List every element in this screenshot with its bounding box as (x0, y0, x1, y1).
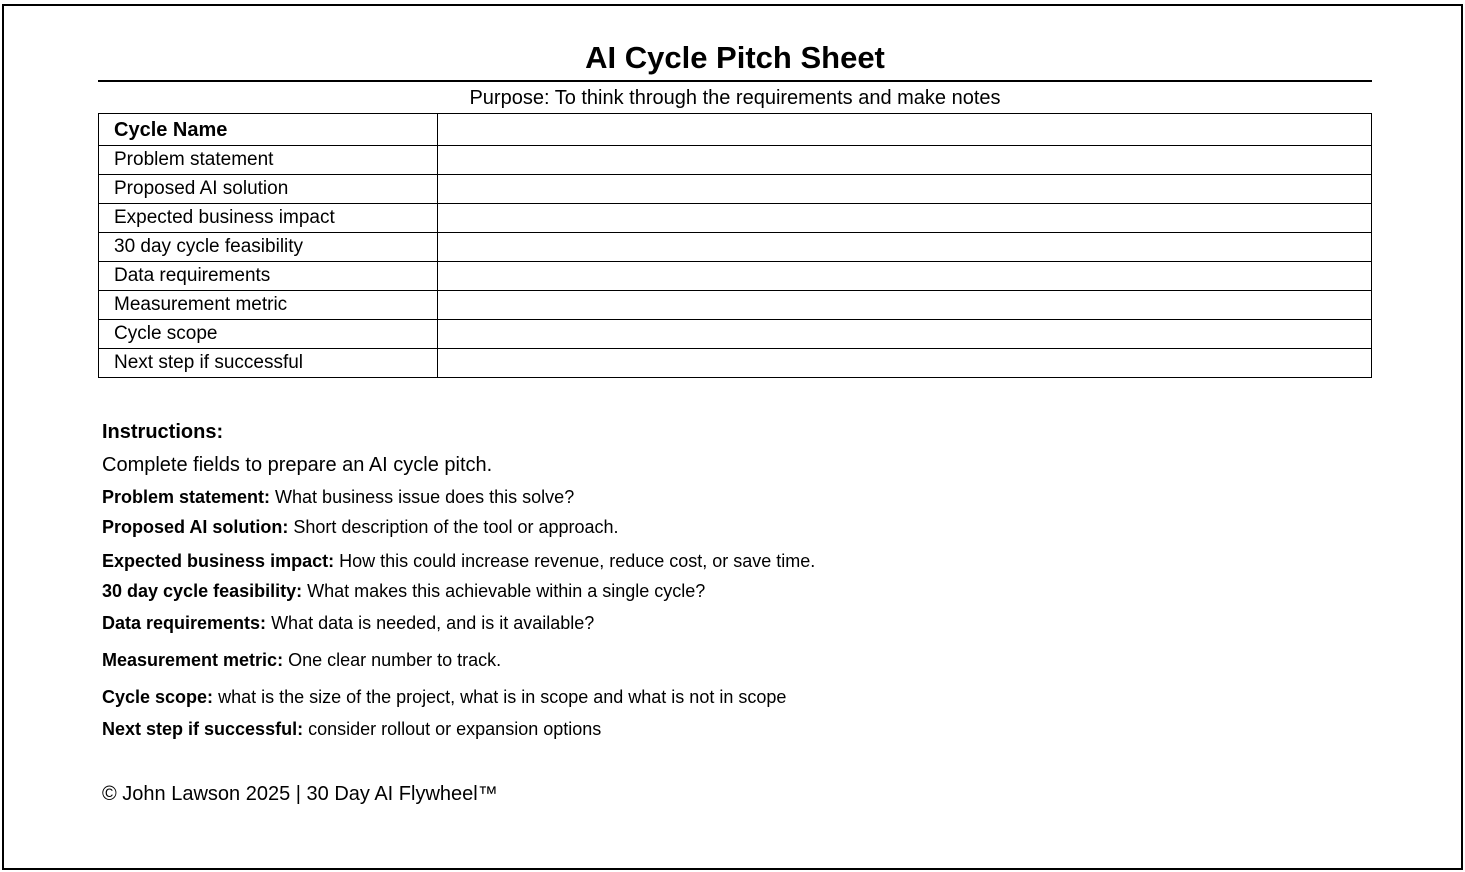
row-label: Proposed AI solution (99, 175, 438, 204)
instructions-heading: Instructions: (102, 421, 224, 443)
table-row (99, 320, 1372, 349)
instruction-key: Data requirements: (102, 613, 267, 633)
pitch-table (98, 113, 1372, 378)
table-row (99, 146, 1372, 175)
row-label: Problem statement (99, 146, 438, 175)
cycle-scope-field[interactable] (438, 320, 1372, 349)
row-label: Expected business impact (99, 204, 438, 233)
row-label: Data requirements (99, 262, 438, 291)
cycle-name-field[interactable] (438, 114, 1372, 146)
instruction-key: Cycle scope: (102, 687, 214, 707)
instruction-key: 30 day cycle feasibility: (102, 581, 303, 601)
instruction-item (102, 486, 574, 508)
instruction-item (102, 649, 501, 671)
instruction-text: How this could increase revenue, reduce cost, or save time. (334, 551, 816, 571)
instruction-text: what is the size of the project, what is in scope and what is not in scope (213, 687, 787, 707)
page-title: AI Cycle Pitch Sheet (585, 40, 885, 75)
instructions-section (102, 420, 1302, 739)
instruction-item (102, 612, 594, 634)
next-step-field[interactable] (438, 349, 1372, 378)
instruction-text: What data is needed, and is it available? (266, 613, 595, 633)
instruction-item (102, 580, 705, 602)
instruction-key: Next step if successful: (102, 719, 304, 739)
copyright-footer: © John Lawson 2025 | 30 Day AI Flywheel™ (102, 783, 498, 805)
data-requirements-field[interactable] (438, 262, 1372, 291)
instruction-item (102, 516, 619, 538)
instruction-key: Proposed AI solution: (102, 517, 289, 537)
cycle-feasibility-field[interactable] (438, 233, 1372, 262)
purpose-text: Purpose: To think through the requirements and make notes (469, 87, 1001, 109)
table-row (99, 204, 1372, 233)
instructions-intro: Complete fields to prepare an AI cycle pitch. (102, 454, 493, 476)
table-row (99, 291, 1372, 320)
row-label: Next step if successful (99, 349, 438, 378)
title-divider (98, 80, 1372, 82)
instruction-text: What makes this achievable within a single cycle? (302, 581, 706, 601)
instruction-item (102, 718, 601, 740)
problem-statement-field[interactable] (438, 146, 1372, 175)
instruction-text: consider rollout or expansion options (303, 719, 602, 739)
instruction-item (102, 686, 786, 708)
measurement-metric-field[interactable] (438, 291, 1372, 320)
table-row (99, 175, 1372, 204)
table-row (99, 349, 1372, 378)
instruction-text: What business issue does this solve? (270, 487, 575, 507)
row-label: 30 day cycle feasibility (99, 233, 438, 262)
instruction-item (102, 550, 815, 572)
expected-business-impact-field[interactable] (438, 204, 1372, 233)
instruction-text: Short description of the tool or approach. (288, 517, 619, 537)
row-label: Cycle Name (99, 114, 438, 146)
row-label: Cycle scope (99, 320, 438, 349)
table-row-cycle-name (99, 114, 1372, 146)
proposed-ai-solution-field[interactable] (438, 175, 1372, 204)
row-label: Measurement metric (99, 291, 438, 320)
instruction-text: One clear number to track. (283, 650, 502, 670)
instruction-key: Measurement metric: (102, 650, 284, 670)
table-row (99, 262, 1372, 291)
table-row (99, 233, 1372, 262)
instruction-key: Problem statement: (102, 487, 271, 507)
instruction-key: Expected business impact: (102, 551, 335, 571)
